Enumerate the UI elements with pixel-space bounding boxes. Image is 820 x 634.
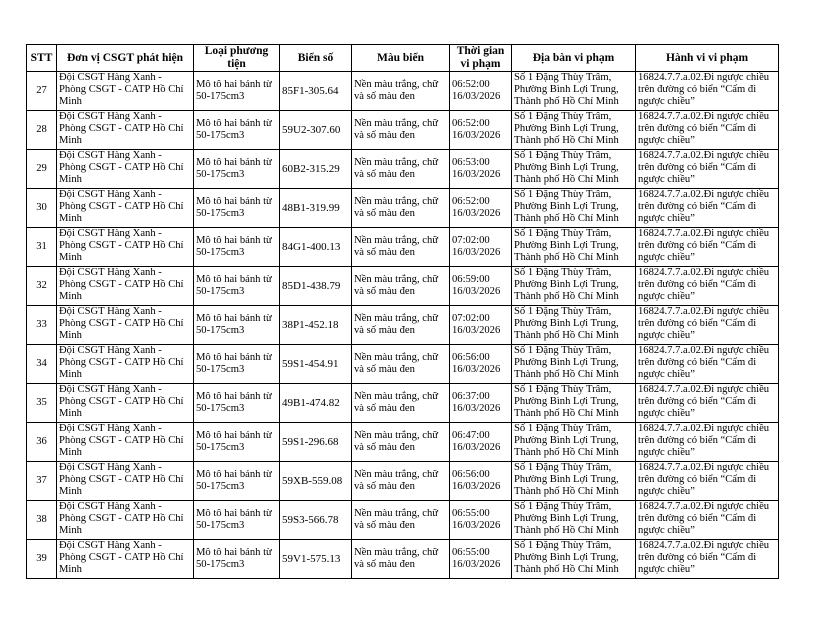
cell-violation: 16824.7.7.a.02.Đi ngược chiều trên đường có biển “Cấm đi ngược chiều” [636, 423, 779, 462]
violation-date: 16/03/2026 [452, 286, 501, 297]
cell-plate: 85D1-438.79 [280, 267, 352, 306]
cell-time [450, 462, 512, 501]
violation-time: 06:53:00 [452, 156, 490, 168]
cell-location: Số 1 Đặng Thùy Trâm, Phường Bình Lợi Trung, Thành phố Hồ Chí Minh [512, 462, 636, 501]
cell-stt: 35 [27, 384, 57, 423]
cell-time [450, 111, 512, 150]
cell-unit: Đội CSGT Hàng Xanh - Phòng CSGT - CATP Hồ Chí Minh [57, 267, 194, 306]
cell-plate: 59V1-575.13 [280, 540, 352, 579]
cell-plate-color: Nền màu trắng, chữ và số màu đen [352, 111, 450, 150]
cell-violation: 16824.7.7.a.02.Đi ngược chiều trên đường có biển “Cấm đi ngược chiều” [636, 501, 779, 540]
cell-time [450, 306, 512, 345]
violation-time: 06:47:00 [452, 429, 490, 441]
cell-vehicle-type: Mô tô hai bánh từ 50-175cm3 [194, 267, 280, 306]
cell-stt: 33 [27, 306, 57, 345]
cell-time [450, 267, 512, 306]
cell-time [450, 501, 512, 540]
table-row [27, 267, 779, 306]
table-row [27, 228, 779, 267]
cell-unit: Đội CSGT Hàng Xanh - Phòng CSGT - CATP Hồ Chí Minh [57, 384, 194, 423]
cell-violation: 16824.7.7.a.02.Đi ngược chiều trên đường có biển “Cấm đi ngược chiều” [636, 345, 779, 384]
table-row [27, 189, 779, 228]
cell-location: Số 1 Đặng Thùy Trâm, Phường Bình Lợi Trung, Thành phố Hồ Chí Minh [512, 111, 636, 150]
cell-plate-color: Nền màu trắng, chữ và số màu đen [352, 189, 450, 228]
cell-plate: 48B1-319.99 [280, 189, 352, 228]
cell-plate-color: Nền màu trắng, chữ và số màu đen [352, 345, 450, 384]
cell-stt: 30 [27, 189, 57, 228]
violation-date: 16/03/2026 [452, 247, 501, 258]
header-time: Thời gian vi phạm [450, 45, 512, 72]
cell-stt: 36 [27, 423, 57, 462]
violation-time: 06:52:00 [452, 78, 490, 90]
cell-unit: Đội CSGT Hàng Xanh - Phòng CSGT - CATP Hồ Chí Minh [57, 189, 194, 228]
table-header-row [27, 45, 779, 72]
header-unit: Đơn vị CSGT phát hiện [57, 45, 194, 72]
violation-date: 16/03/2026 [452, 442, 501, 453]
cell-violation: 16824.7.7.a.02.Đi ngược chiều trên đường có biển “Cấm đi ngược chiều” [636, 228, 779, 267]
cell-unit: Đội CSGT Hàng Xanh - Phòng CSGT - CATP Hồ Chí Minh [57, 111, 194, 150]
cell-stt: 28 [27, 111, 57, 150]
cell-location: Số 1 Đặng Thùy Trâm, Phường Bình Lợi Trung, Thành phố Hồ Chí Minh [512, 501, 636, 540]
cell-time [450, 189, 512, 228]
cell-plate: 49B1-474.82 [280, 384, 352, 423]
cell-location: Số 1 Đặng Thùy Trâm, Phường Bình Lợi Trung, Thành phố Hồ Chí Minh [512, 306, 636, 345]
header-location: Địa bàn vi phạm [512, 45, 636, 72]
cell-stt: 34 [27, 345, 57, 384]
violation-date: 16/03/2026 [452, 520, 501, 531]
cell-vehicle-type: Mô tô hai bánh từ 50-175cm3 [194, 111, 280, 150]
table-row [27, 111, 779, 150]
violation-date: 16/03/2026 [452, 559, 501, 570]
cell-time [450, 72, 512, 111]
cell-vehicle-type: Mô tô hai bánh từ 50-175cm3 [194, 540, 280, 579]
cell-plate: 59XB-559.08 [280, 462, 352, 501]
header-plate-color: Màu biển [352, 45, 450, 72]
cell-stt: 37 [27, 462, 57, 501]
cell-stt: 39 [27, 540, 57, 579]
cell-location: Số 1 Đặng Thùy Trâm, Phường Bình Lợi Trung, Thành phố Hồ Chí Minh [512, 267, 636, 306]
cell-vehicle-type: Mô tô hai bánh từ 50-175cm3 [194, 384, 280, 423]
cell-violation: 16824.7.7.a.02.Đi ngược chiều trên đường có biển “Cấm đi ngược chiều” [636, 384, 779, 423]
cell-stt: 38 [27, 501, 57, 540]
cell-unit: Đội CSGT Hàng Xanh - Phòng CSGT - CATP Hồ Chí Minh [57, 228, 194, 267]
cell-violation: 16824.7.7.a.02.Đi ngược chiều trên đường có biển “Cấm đi ngược chiều” [636, 150, 779, 189]
cell-unit: Đội CSGT Hàng Xanh - Phòng CSGT - CATP Hồ Chí Minh [57, 423, 194, 462]
cell-location: Số 1 Đặng Thùy Trâm, Phường Bình Lợi Trung, Thành phố Hồ Chí Minh [512, 384, 636, 423]
cell-vehicle-type: Mô tô hai bánh từ 50-175cm3 [194, 228, 280, 267]
cell-plate-color: Nền màu trắng, chữ và số màu đen [352, 306, 450, 345]
document-page [26, 44, 779, 579]
violation-time: 06:55:00 [452, 546, 490, 558]
cell-time [450, 150, 512, 189]
cell-vehicle-type: Mô tô hai bánh từ 50-175cm3 [194, 423, 280, 462]
cell-stt: 32 [27, 267, 57, 306]
cell-vehicle-type: Mô tô hai bánh từ 50-175cm3 [194, 501, 280, 540]
cell-violation: 16824.7.7.a.02.Đi ngược chiều trên đường có biển “Cấm đi ngược chiều” [636, 540, 779, 579]
cell-violation: 16824.7.7.a.02.Đi ngược chiều trên đường có biển “Cấm đi ngược chiều” [636, 189, 779, 228]
violation-date: 16/03/2026 [452, 169, 501, 180]
cell-plate: 38P1-452.18 [280, 306, 352, 345]
cell-stt: 27 [27, 72, 57, 111]
cell-plate: 59S1-454.91 [280, 345, 352, 384]
cell-vehicle-type: Mô tô hai bánh từ 50-175cm3 [194, 462, 280, 501]
violation-date: 16/03/2026 [452, 130, 501, 141]
cell-unit: Đội CSGT Hàng Xanh - Phòng CSGT - CATP Hồ Chí Minh [57, 540, 194, 579]
cell-plate-color: Nền màu trắng, chữ và số màu đen [352, 150, 450, 189]
table-row [27, 345, 779, 384]
cell-violation: 16824.7.7.a.02.Đi ngược chiều trên đường có biển “Cấm đi ngược chiều” [636, 111, 779, 150]
violation-time: 06:56:00 [452, 351, 490, 363]
violation-time: 06:37:00 [452, 390, 490, 402]
cell-vehicle-type: Mô tô hai bánh từ 50-175cm3 [194, 150, 280, 189]
cell-vehicle-type: Mô tô hai bánh từ 50-175cm3 [194, 306, 280, 345]
cell-plate-color: Nền màu trắng, chữ và số màu đen [352, 540, 450, 579]
violation-date: 16/03/2026 [452, 364, 501, 375]
header-violation: Hành vi vi phạm [636, 45, 779, 72]
cell-time [450, 228, 512, 267]
violation-date: 16/03/2026 [452, 481, 501, 492]
cell-unit: Đội CSGT Hàng Xanh - Phòng CSGT - CATP Hồ Chí Minh [57, 501, 194, 540]
cell-location: Số 1 Đặng Thùy Trâm, Phường Bình Lợi Trung, Thành phố Hồ Chí Minh [512, 72, 636, 111]
cell-vehicle-type: Mô tô hai bánh từ 50-175cm3 [194, 345, 280, 384]
cell-violation: 16824.7.7.a.02.Đi ngược chiều trên đường có biển “Cấm đi ngược chiều” [636, 267, 779, 306]
cell-violation: 16824.7.7.a.02.Đi ngược chiều trên đường có biển “Cấm đi ngược chiều” [636, 462, 779, 501]
cell-unit: Đội CSGT Hàng Xanh - Phòng CSGT - CATP Hồ Chí Minh [57, 150, 194, 189]
cell-plate: 60B2-315.29 [280, 150, 352, 189]
cell-location: Số 1 Đặng Thùy Trâm, Phường Bình Lợi Trung, Thành phố Hồ Chí Minh [512, 345, 636, 384]
cell-plate-color: Nền màu trắng, chữ và số màu đen [352, 267, 450, 306]
cell-location: Số 1 Đặng Thùy Trâm, Phường Bình Lợi Trung, Thành phố Hồ Chí Minh [512, 423, 636, 462]
cell-plate-color: Nền màu trắng, chữ và số màu đen [352, 72, 450, 111]
cell-stt: 31 [27, 228, 57, 267]
cell-plate-color: Nền màu trắng, chữ và số màu đen [352, 423, 450, 462]
violation-time: 06:55:00 [452, 507, 490, 519]
cell-location: Số 1 Đặng Thùy Trâm, Phường Bình Lợi Trung, Thành phố Hồ Chí Minh [512, 228, 636, 267]
violation-time: 06:59:00 [452, 273, 490, 285]
violation-time: 06:56:00 [452, 468, 490, 480]
cell-time [450, 540, 512, 579]
cell-plate: 85F1-305.64 [280, 72, 352, 111]
cell-plate-color: Nền màu trắng, chữ và số màu đen [352, 228, 450, 267]
violation-date: 16/03/2026 [452, 208, 501, 219]
cell-location: Số 1 Đặng Thùy Trâm, Phường Bình Lợi Trung, Thành phố Hồ Chí Minh [512, 189, 636, 228]
violation-date: 16/03/2026 [452, 91, 501, 102]
cell-plate: 59U2-307.60 [280, 111, 352, 150]
violation-time: 06:52:00 [452, 117, 490, 129]
cell-location: Số 1 Đặng Thùy Trâm, Phường Bình Lợi Trung, Thành phố Hồ Chí Minh [512, 540, 636, 579]
cell-violation: 16824.7.7.a.02.Đi ngược chiều trên đường có biển “Cấm đi ngược chiều” [636, 306, 779, 345]
table-row [27, 423, 779, 462]
cell-plate-color: Nền màu trắng, chữ và số màu đen [352, 384, 450, 423]
violation-time: 07:02:00 [452, 234, 490, 246]
violation-time: 06:52:00 [452, 195, 490, 207]
table-row [27, 384, 779, 423]
cell-plate-color: Nền màu trắng, chữ và số màu đen [352, 501, 450, 540]
table-row [27, 150, 779, 189]
cell-time [450, 423, 512, 462]
cell-unit: Đội CSGT Hàng Xanh - Phòng CSGT - CATP Hồ Chí Minh [57, 306, 194, 345]
cell-vehicle-type: Mô tô hai bánh từ 50-175cm3 [194, 189, 280, 228]
cell-location: Số 1 Đặng Thùy Trâm, Phường Bình Lợi Trung, Thành phố Hồ Chí Minh [512, 150, 636, 189]
cell-vehicle-type: Mô tô hai bánh từ 50-175cm3 [194, 72, 280, 111]
table-row [27, 72, 779, 111]
cell-violation: 16824.7.7.a.02.Đi ngược chiều trên đường có biển “Cấm đi ngược chiều” [636, 72, 779, 111]
cell-unit: Đội CSGT Hàng Xanh - Phòng CSGT - CATP Hồ Chí Minh [57, 345, 194, 384]
header-stt: STT [27, 45, 57, 72]
cell-plate: 84G1-400.13 [280, 228, 352, 267]
cell-unit: Đội CSGT Hàng Xanh - Phòng CSGT - CATP Hồ Chí Minh [57, 72, 194, 111]
header-plate: Biển số [280, 45, 352, 72]
table-row [27, 306, 779, 345]
cell-plate: 59S1-296.68 [280, 423, 352, 462]
cell-plate: 59S3-566.78 [280, 501, 352, 540]
header-vehicle-type: Loại phương tiện [194, 45, 280, 72]
cell-stt: 29 [27, 150, 57, 189]
table-row [27, 540, 779, 579]
cell-plate-color: Nền màu trắng, chữ và số màu đen [352, 462, 450, 501]
cell-time [450, 384, 512, 423]
violations-table [26, 44, 779, 579]
table-row [27, 501, 779, 540]
cell-time [450, 345, 512, 384]
violation-date: 16/03/2026 [452, 325, 501, 336]
violation-time: 07:02:00 [452, 312, 490, 324]
table-row [27, 462, 779, 501]
violation-date: 16/03/2026 [452, 403, 501, 414]
cell-unit: Đội CSGT Hàng Xanh - Phòng CSGT - CATP Hồ Chí Minh [57, 462, 194, 501]
